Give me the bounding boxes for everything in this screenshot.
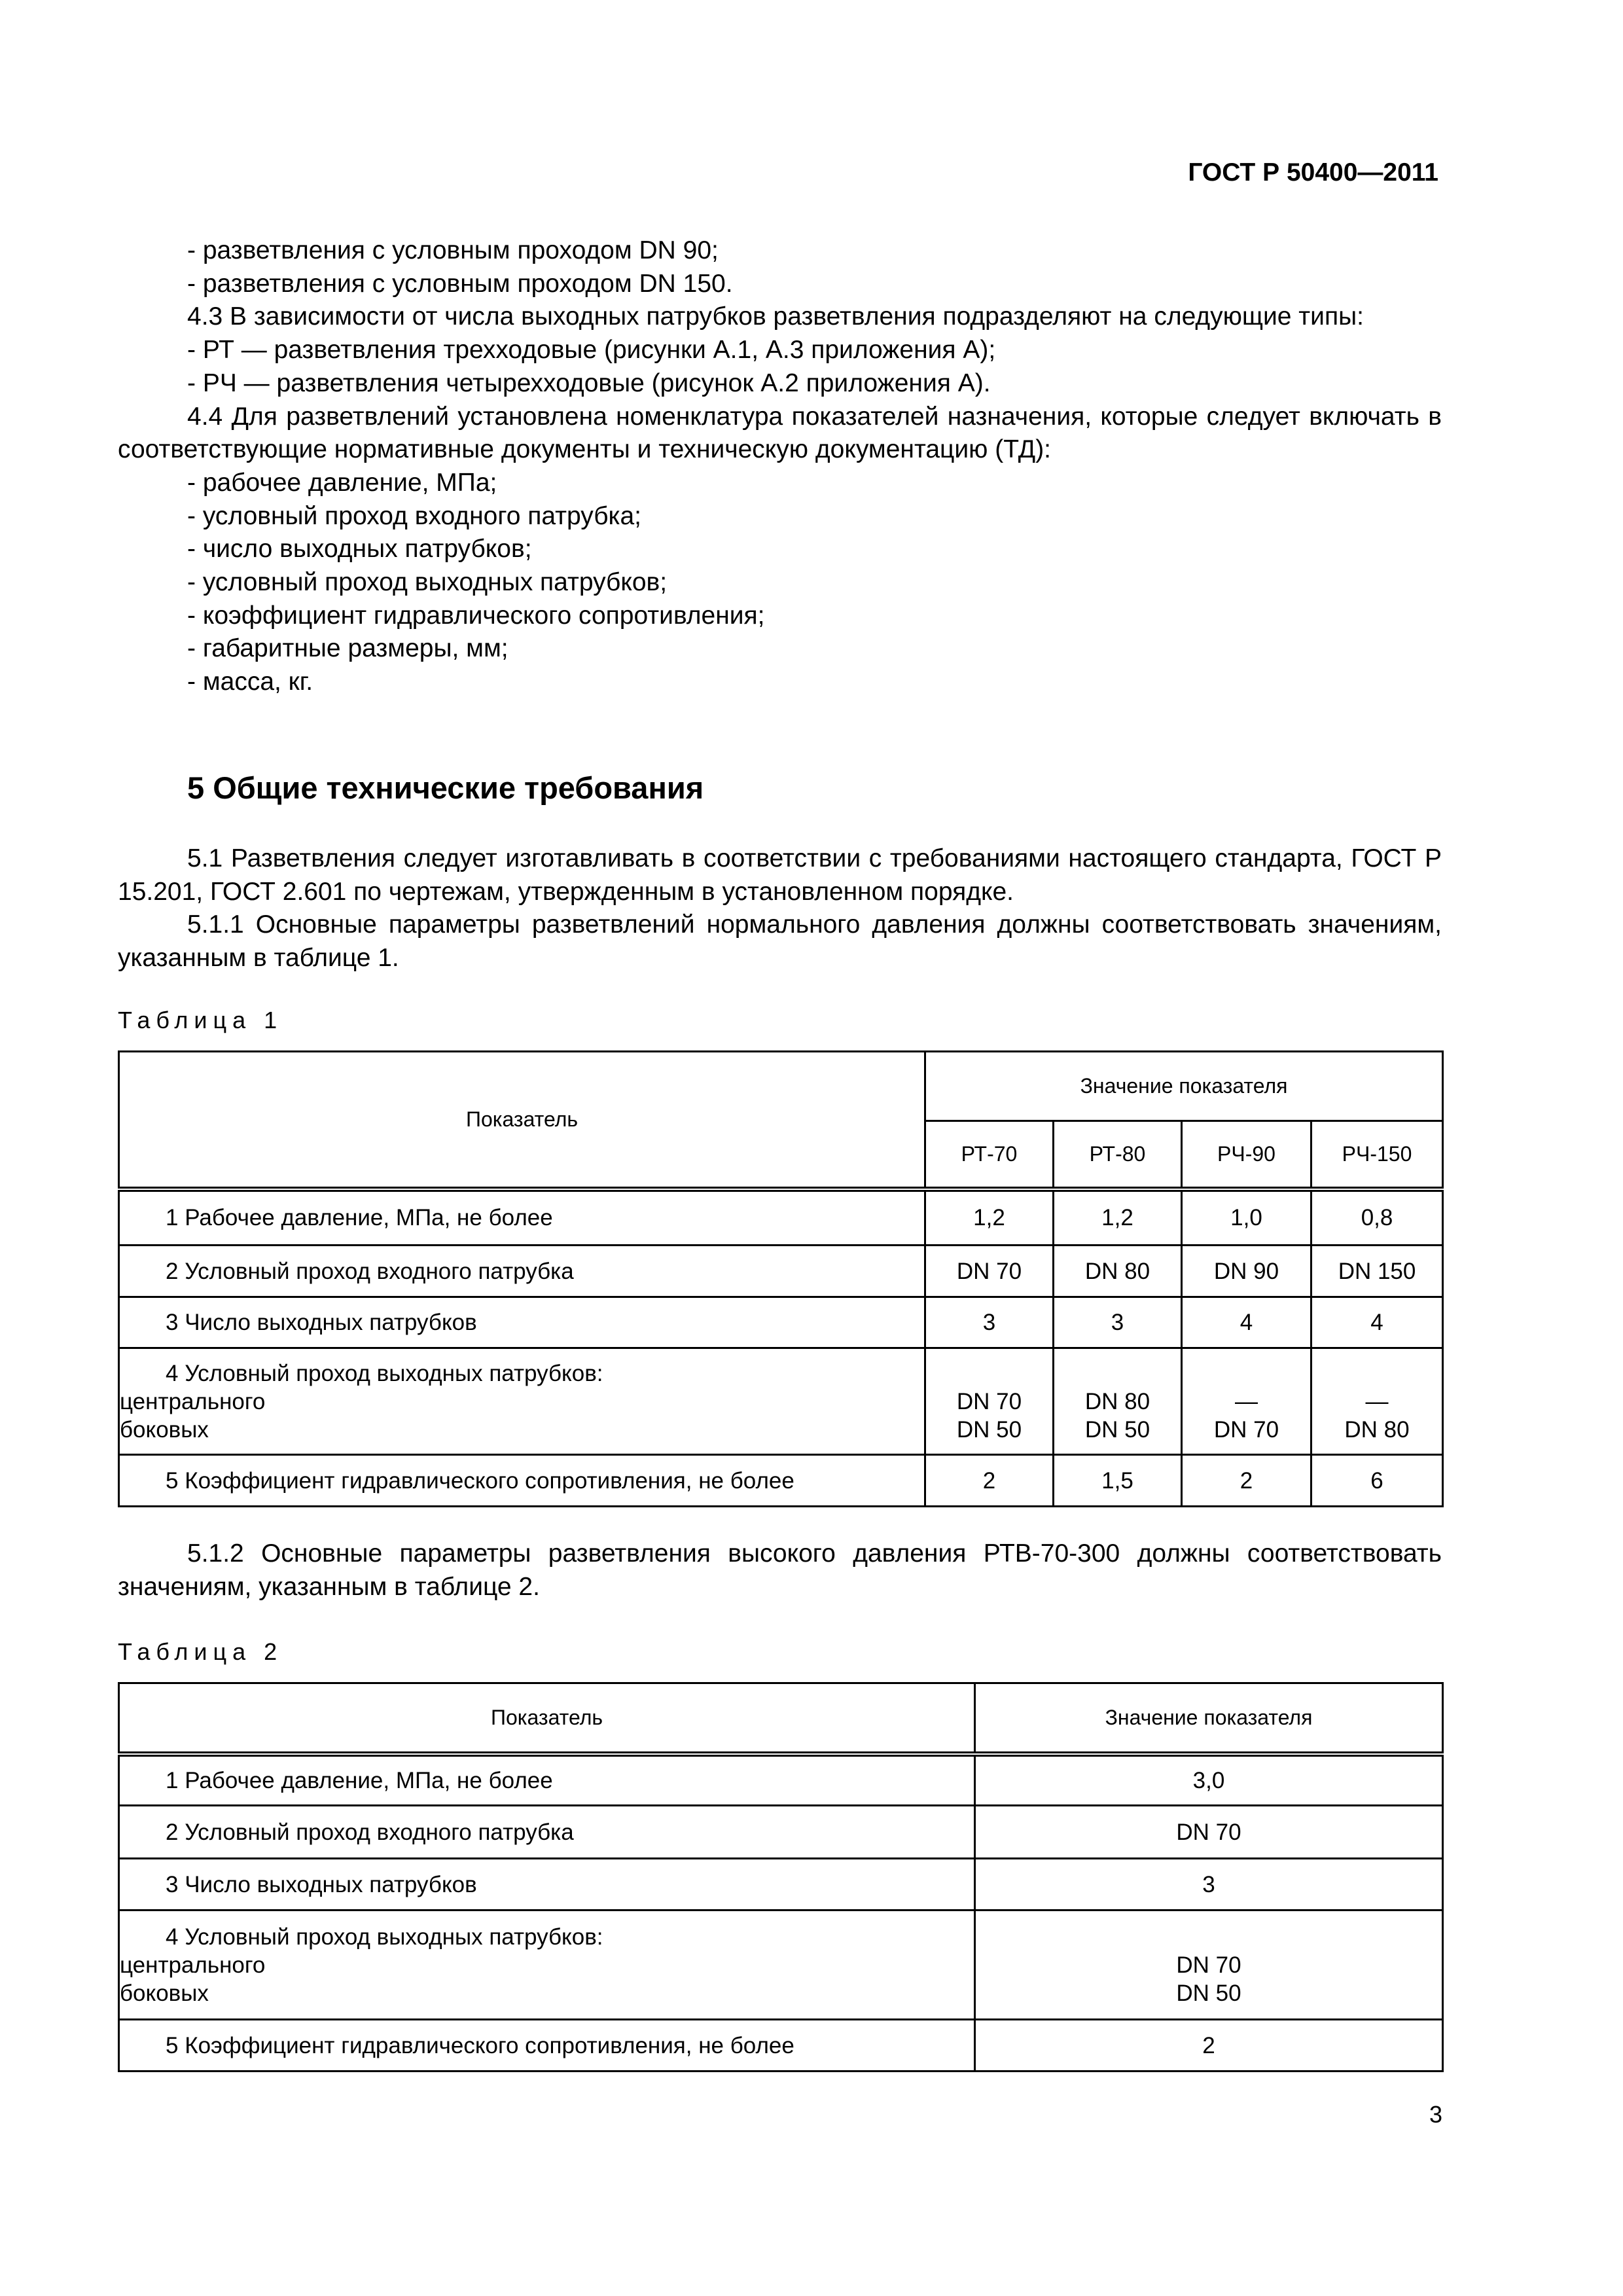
table-1 (118, 1050, 1444, 1507)
row-label: 1 Рабочее давление, МПа, не более (119, 1754, 975, 1806)
cell: DN 80 (1054, 1246, 1182, 1297)
row-label: 2 Условный проход входного патрубка (119, 1806, 975, 1859)
cell: 3,0 (975, 1754, 1443, 1806)
row-label: 2 Условный проход входного патрубка (119, 1246, 925, 1297)
page-number: 3 (1429, 2101, 1442, 2128)
section-5-text (118, 842, 1442, 975)
paragraph-5-1: 5.1 Разветвления следует изготавливать в соответствии с требованиями настоящего стандарта, ГОСТ Р 15.201, ГОСТ 2.601 по чертежам, утвержденным в установленном порядке. (118, 844, 1442, 906)
header-indicator: Показатель (119, 1683, 975, 1754)
section-5-1-2-text (118, 1537, 1442, 1604)
document-code: ГОСТ Р 50400—2011 (1188, 158, 1438, 187)
cell-side: DN 50 (1176, 1980, 1241, 2006)
list-item: - рабочее давление, МПа; (187, 468, 497, 497)
list-item: - габаритные размеры, мм; (187, 634, 508, 663)
list-item: - масса, кг. (187, 668, 313, 696)
cell-side: DN 70 (1213, 1416, 1279, 1443)
row-label: 5 Коэффициент гидравлического сопротивления, не более (119, 1455, 925, 1507)
cell: 4 (1311, 1297, 1443, 1348)
cell: DN 90 (1182, 1246, 1311, 1297)
list-item: - РТ — разветвления трехходовые (рисунки А.1, А.3 приложения А); (187, 336, 996, 365)
header-model: РТ-70 (925, 1121, 1054, 1189)
paragraph-5-1-2: 5.1.2 Основные параметры разветвления высокого давления РТВ-70-300 должны соответствовать значениям, указанным в таблице 2. (118, 1539, 1442, 1601)
cell: 3 (925, 1297, 1054, 1348)
row-label (119, 1348, 925, 1455)
table-row (119, 1189, 1443, 1246)
cell (1311, 1348, 1443, 1455)
table-row (119, 1246, 1443, 1297)
cell: DN 150 (1311, 1246, 1443, 1297)
table-2 (118, 1682, 1444, 2072)
table-row (119, 1910, 1443, 2020)
cell: 3 (975, 1859, 1443, 1910)
table-row (119, 2020, 1443, 2072)
list-item: - разветвления с условным проходом DN 90; (187, 236, 719, 264)
cell (1182, 1348, 1311, 1455)
section-5-heading: 5 Общие технические требования (187, 770, 704, 805)
cell-central: — (1365, 1388, 1389, 1414)
cell: 1,0 (1182, 1189, 1311, 1246)
cell-central: DN 80 (1084, 1388, 1150, 1414)
list-item: - условный проход входного патрубка; (187, 501, 642, 530)
cell: 0,8 (1311, 1189, 1443, 1246)
row-sublabel-side: боковых (120, 1416, 209, 1443)
cell: 2 (975, 2020, 1443, 2072)
cell: DN 70 (975, 1806, 1443, 1859)
cell-side: DN 50 (1084, 1416, 1150, 1443)
header-model: РЧ-90 (1182, 1121, 1311, 1189)
paragraph-4-4: 4.4 Для разветвлений установлена номенклатура показателей назначения, которые следует включать в соответствующие нормативные документы и техническую документацию (ТД): (118, 402, 1442, 464)
list-item: - число выходных патрубков; (187, 535, 532, 564)
header-value: Значение показателя (975, 1683, 1443, 1754)
row-sublabel-side: боковых (120, 1980, 209, 2006)
row-label: 3 Число выходных патрубков (119, 1297, 925, 1348)
table-row (119, 1297, 1443, 1348)
list-item: - разветвления с условным проходом DN 150. (187, 269, 733, 298)
row-label: 5 Коэффициент гидравлического сопротивления, не более (119, 2020, 975, 2072)
cell-side: DN 80 (1344, 1416, 1410, 1443)
cell: 1,2 (925, 1189, 1054, 1246)
cell: 2 (925, 1455, 1054, 1507)
header-indicator: Показатель (119, 1052, 925, 1189)
row-label: 3 Число выходных патрубков (119, 1859, 975, 1910)
paragraph-5-1-1: 5.1.1 Основные параметры разветвлений нормального давления должны соответствовать значениям, указанным в таблице 1. (118, 910, 1442, 973)
paragraph-4-3: 4.3 В зависимости от числа выходных патрубков разветвления подразделяют на следующие типы: (187, 302, 1364, 331)
row-sublabel-central: центрального (120, 1388, 266, 1414)
header-value: Значение показателя (925, 1052, 1443, 1121)
section-4-text (118, 234, 1442, 699)
cell: 4 (1182, 1297, 1311, 1348)
table-2-label: Таблица 2 (118, 1638, 283, 1665)
cell: 6 (1311, 1455, 1443, 1507)
row-label: 1 Рабочее давление, МПа, не более (119, 1189, 925, 1246)
row-label-main: 4 Условный проход выходных патрубков: (166, 1360, 603, 1386)
cell (1054, 1348, 1182, 1455)
header-model: РТ-80 (1054, 1121, 1182, 1189)
table-row (119, 1754, 1443, 1806)
table-row (119, 1348, 1443, 1455)
cell: 1,2 (1054, 1189, 1182, 1246)
row-label (119, 1910, 975, 2020)
cell-central: DN 70 (956, 1388, 1022, 1414)
list-item: - РЧ — разветвления четырехходовые (рисунок А.2 приложения А). (187, 368, 991, 397)
cell-side: DN 50 (956, 1416, 1022, 1443)
row-label-main: 4 Условный проход выходных патрубков: (166, 1924, 603, 1950)
cell: 3 (1054, 1297, 1182, 1348)
cell: 2 (1182, 1455, 1311, 1507)
cell-central: — (1235, 1388, 1258, 1414)
cell-central: DN 70 (1176, 1952, 1241, 1978)
row-sublabel-central: центрального (120, 1952, 266, 1978)
cell (925, 1348, 1054, 1455)
cell (975, 1910, 1443, 2020)
table-row (119, 1859, 1443, 1910)
header-model: РЧ-150 (1311, 1121, 1443, 1189)
table-row (119, 1806, 1443, 1859)
cell: DN 70 (925, 1246, 1054, 1297)
table-row (119, 1455, 1443, 1507)
cell: 1,5 (1054, 1455, 1182, 1507)
list-item: - условный проход выходных патрубков; (187, 568, 668, 597)
table-1-label: Таблица 1 (118, 1007, 283, 1033)
list-item: - коэффициент гидравлического сопротивления; (187, 601, 765, 630)
